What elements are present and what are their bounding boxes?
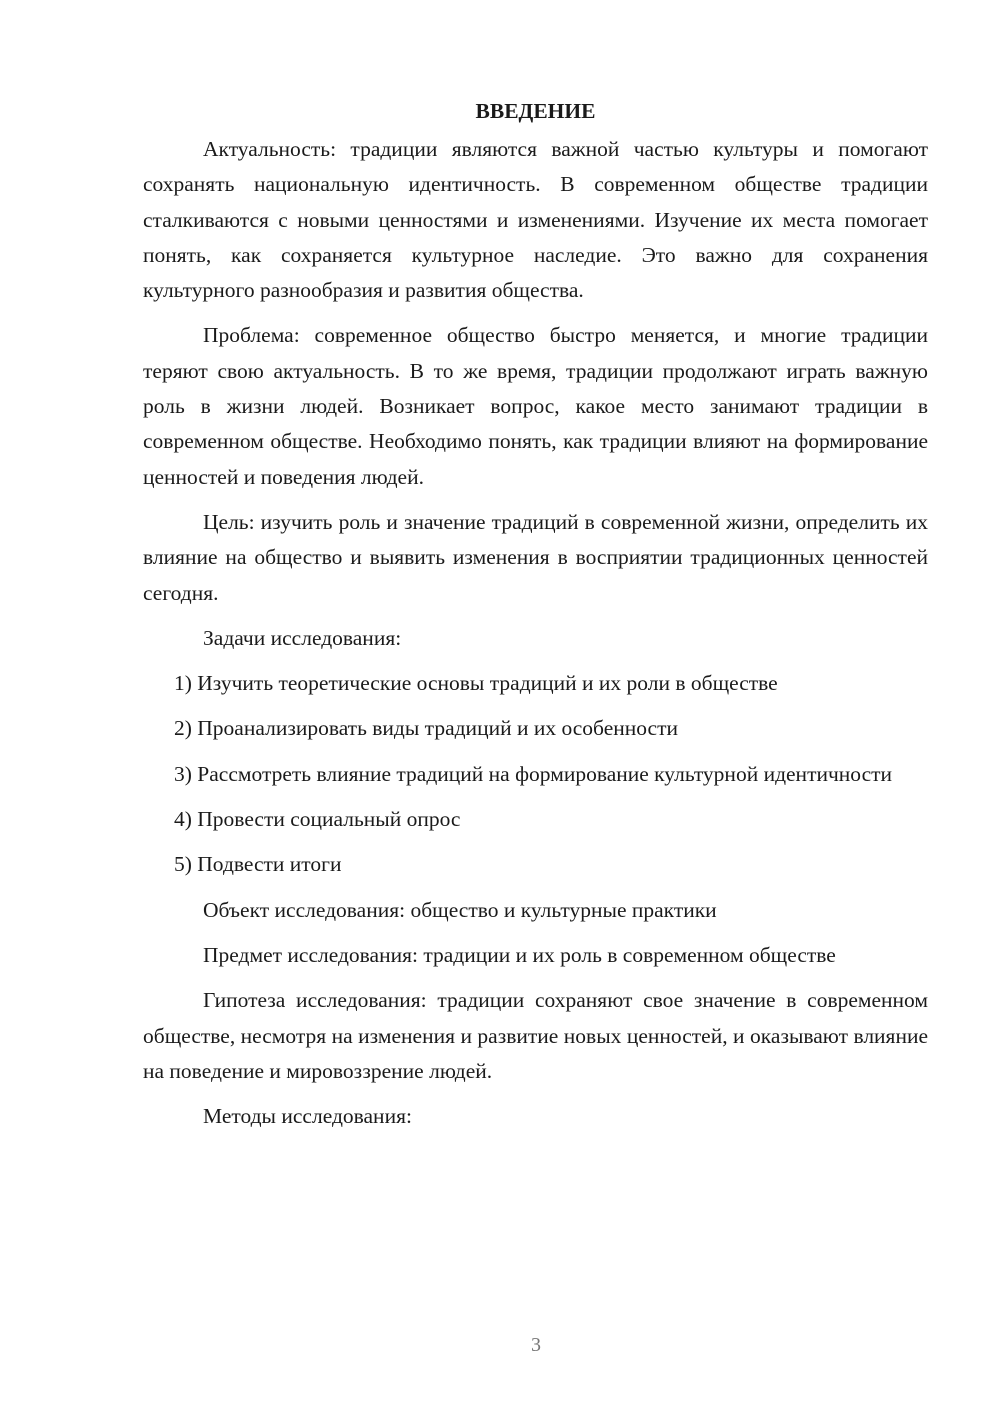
task-item-4: 4) Провести социальный опрос bbox=[174, 807, 461, 832]
tasks-heading: Задачи исследования: bbox=[203, 625, 402, 650]
goal-paragraph: Цель: изучить роль и значение традиций в современной жизни, определить их влияние на общество и выявить изменения в восприятии традиционных ценностей сегодня. bbox=[143, 509, 928, 605]
methods-heading: Методы исследования: bbox=[203, 1104, 412, 1129]
page-number: 3 bbox=[531, 1334, 541, 1356]
problem-paragraph: Проблема: современное общество быстро меняется, и многие традиции теряют свою актуальность. В то же время, традиции продолжают играть важную роль в жизни людей. Возникает вопрос, какое место занимают традиции в современном обществе. Необходимо понять, как традиции влияют на формирование ценностей и поведения людей. bbox=[143, 323, 928, 489]
section-title: ВВЕДЕНИЕ bbox=[475, 99, 596, 123]
task-item-1: 1) Изучить теоретические основы традиций и их роли в обществе bbox=[174, 671, 778, 696]
object-paragraph: Объект исследования: общество и культурные практики bbox=[203, 897, 717, 922]
task-item-2: 2) Проанализировать виды традиций и их особенности bbox=[174, 716, 678, 741]
document-page bbox=[143, 96, 928, 1144]
task-item-5: 5) Подвести итоги bbox=[174, 852, 342, 877]
relevance-paragraph: Актуальность: традиции являются важной частью культуры и помогают сохранять национальную идентичность. В современном обществе традиции сталкиваются с новыми ценностями и изменениями. Изучение их места помогает понять, как сохраняется культурное наследие. Это важно для сохранения культурного разнообразия и развития общества. bbox=[143, 137, 928, 303]
subject-paragraph: Предмет исследования: традиции и их роль в современном обществе bbox=[203, 942, 836, 967]
hypothesis-paragraph: Гипотеза исследования: традиции сохраняют свое значение в современном обществе, несмотря на изменения и развитие новых ценностей, и оказывают влияние на поведение и мировоззрение людей. bbox=[143, 988, 928, 1083]
task-item-3: 3) Рассмотреть влияние традиций на формирование культурной идентичности bbox=[174, 761, 893, 786]
